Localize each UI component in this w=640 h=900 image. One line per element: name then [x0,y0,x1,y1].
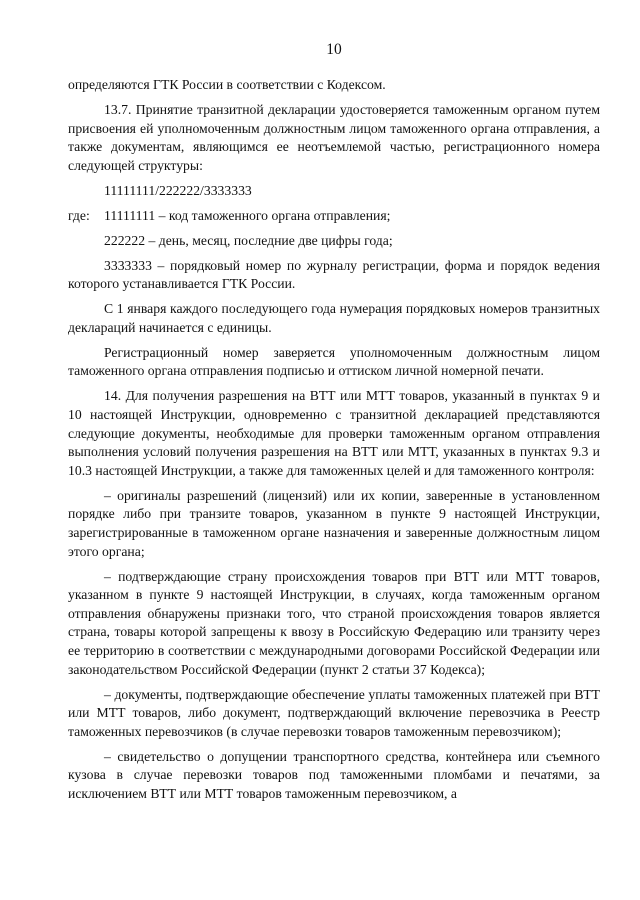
page-number: 10 [326,41,342,58]
list-item-vehicle-certificate: – свидетельство о допущении транспортного средства, контейнера или съемного кузова в случае перевозки товаров под таможенными пломбами и печатями, за исключением ВТТ или МТТ товаров таможенным перевозчиком, а [68,748,600,801]
date-code-definition: 222222 – день, месяц, последние две цифры года; [104,232,393,248]
paragraph-14: 14. Для получения разрешения на ВТТ или МТТ товаров, указанный в пунктах 9 и 10 настоящей Инструкции, одновременно с транзитной декларацией представляются следующие документы, необходимые для проверки таможенным органом отправления выполнения условий получения разрешения на ВТТ или МТТ, указанных в пунктах 9.3 и 10.3 настоящей Инструкции, а также для таможенных целей и для таможенного контроля: [68,388,600,478]
where-line [68,207,600,226]
paragraph-13-7: 13.7. Принятие транзитной декларации удостоверяется таможенным органом путем присвоения ей уполномоченным должностным лицом таможенного органа отправления, а также документам, являющимся ее неотъемлемой частью, регистрационного номера следующей структуры: [68,101,600,173]
document-page [68,0,600,900]
numbering-reset-paragraph: С 1 января каждого последующего года нумерация порядковых номеров транзитных деклараций начинается с единицы. [68,301,600,335]
certification-paragraph: Регистрационный номер заверяется уполномоченным должностным лицом таможенного органа отправления подписью и оттиском личной номерной печати. [68,344,600,379]
list-item-licenses: – оригиналы разрешений (лицензий) или их копии, заверенные в установленном порядке либо при транзите товаров, указанном в пункте 9 настоящей Инструкции, зарегистрированные в таможенном органе назначения и заверенные должностным лицом этого органа; [68,487,600,559]
where-code-definition: 11111111 – код таможенного органа отправления; [104,207,391,223]
paragraph-continuation: определяются ГТК России в соответствии с Кодексом. [68,77,386,92]
where-label: где: [68,207,90,223]
serial-code-definition: 3333333 – порядковый номер по журналу регистрации, форма и порядок ведения которого устанавливается ГТК России. [68,257,600,292]
document-body [68,76,600,810]
list-item-payment-security: – документы, подтверждающие обеспечение уплаты таможенных платежей при ВТТ или МТТ товаров, либо документ, подтверждающий включение перевозчика в Реестр таможенных перевозчиков (в случае перевозки товаров таможенным перевозчиком); [68,686,600,739]
registration-number-format: 11111111/222222/3333333 [104,182,252,198]
list-item-origin: – подтверждающие страну происхождения товаров при ВТТ или МТТ товаров, указанном в пункте 9 настоящей Инструкции, в случаях, когда таможенным органом отправления обнаружены признаки того, что страной происхождения товаров является страна, товары которой запрещены к ввозу в Российскую Федерацию или транзиту через ее территорию в соответствии с международными договорами Российской Федерации или законодательством Российской Федерации (пункт 2 статьи 37 Кодекса); [68,568,600,677]
